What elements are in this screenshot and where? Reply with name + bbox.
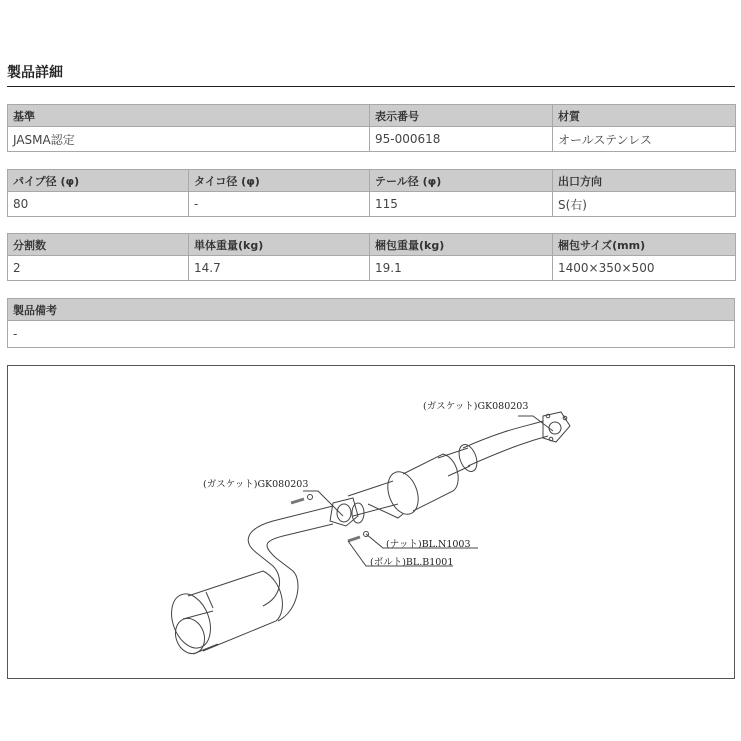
callout-bolt: (ボルト)BL.B1001 [370,557,454,568]
value-display-number: 95-000618 [370,127,553,152]
value-split-count: 2 [8,256,189,281]
value-exit-direction: S(右) [553,192,736,217]
header-remarks: 製品備考 [8,299,735,321]
header-standard: 基準 [8,105,370,127]
header-material: 材質 [553,105,736,127]
callout-nut: (ナット)BL.N1003 [386,539,471,550]
value-pipe-diameter: 80 [8,192,189,217]
value-tail-diameter: 115 [370,192,553,217]
header-display-number: 表示番号 [370,105,553,127]
spec-table-remarks [7,298,735,348]
value-unit-weight: 14.7 [189,256,370,281]
header-package-size: 梱包サイズ(mm) [553,234,736,256]
spec-table-standard [7,104,736,152]
title-divider [7,86,735,87]
spec-table-weights [7,233,736,281]
header-muffler-diameter: タイコ径 (φ) [189,170,370,192]
header-unit-weight: 単体重量(kg) [189,234,370,256]
exhaust-system-illustration [8,366,734,678]
value-remarks: - [8,321,735,348]
value-package-weight: 19.1 [370,256,553,281]
header-package-weight: 梱包重量(kg) [370,234,553,256]
header-tail-diameter: テール径 (φ) [370,170,553,192]
header-exit-direction: 出口方向 [553,170,736,192]
section-title: 製品詳細 [7,65,63,81]
value-package-size: 1400×350×500 [553,256,736,281]
value-material: オールステンレス [553,127,736,152]
value-muffler-diameter: - [189,192,370,217]
exhaust-diagram [7,365,735,679]
callout-gasket-front: (ガスケット)GK080203 [423,401,529,412]
header-split-count: 分割数 [8,234,189,256]
callout-gasket-middle: (ガスケット)GK080203 [203,479,309,490]
value-standard: JASMA認定 [8,127,370,152]
spec-table-diameters [7,169,736,217]
header-pipe-diameter: パイプ径 (φ) [8,170,189,192]
